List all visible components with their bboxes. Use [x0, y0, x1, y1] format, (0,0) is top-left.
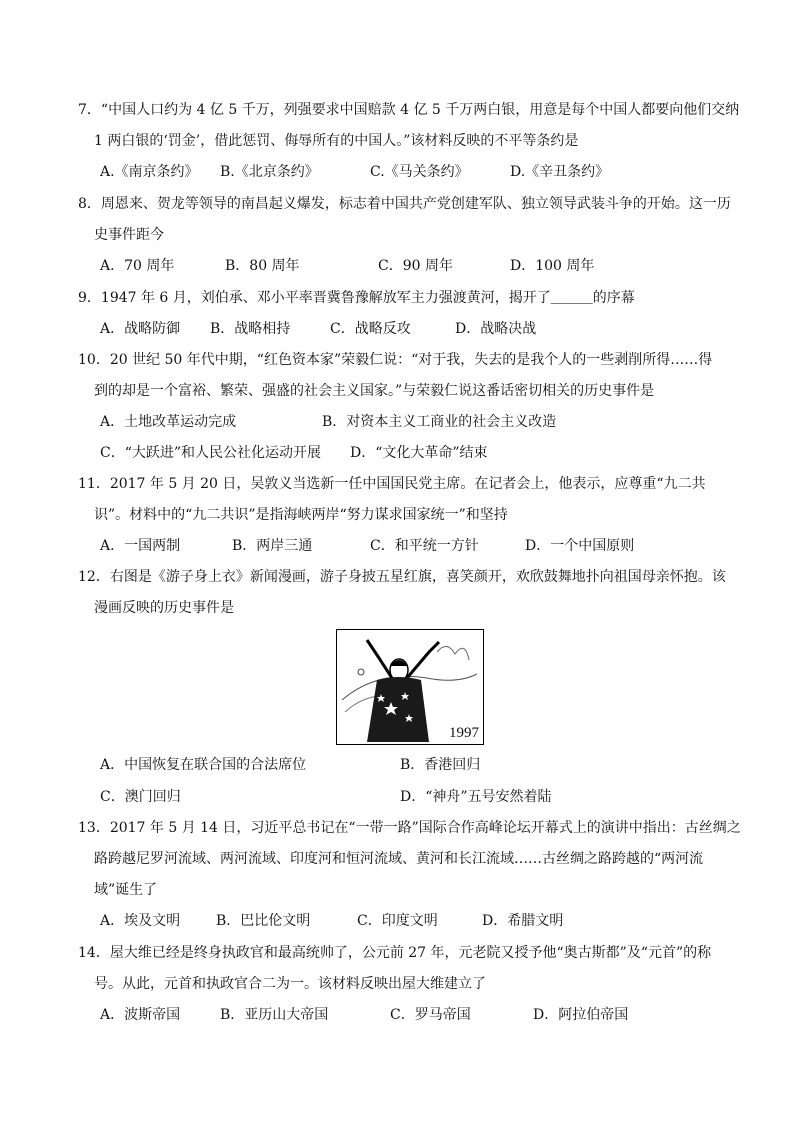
question-13	[78, 813, 741, 906]
question-12	[78, 562, 728, 624]
option-c[interactable]: C.《马关条约》	[370, 164, 469, 180]
option-d[interactable]: D．一个中国原则	[525, 538, 635, 554]
question-line: 13．2017 年 5 月 14 日，习近平总书记在“一带一路”国际合作高峰论坛开幕式上的演讲中指出：古丝绸之	[78, 820, 741, 836]
options-7	[100, 157, 740, 188]
question-8	[78, 189, 731, 251]
option-d[interactable]: D．100 周年	[510, 258, 595, 274]
option-c[interactable]: C．罗马帝国	[390, 1007, 471, 1023]
option-d[interactable]: D．阿拉伯帝国	[533, 1007, 629, 1023]
option-a[interactable]: A．土地改革运动完成	[100, 414, 237, 430]
option-c[interactable]: C．澳门回归	[100, 789, 181, 805]
options-8	[100, 251, 740, 282]
option-a[interactable]: A.《南京条约》	[100, 164, 199, 180]
option-d[interactable]: D．“文化大革命”结束	[350, 445, 488, 461]
option-c[interactable]: C．印度文明	[357, 913, 438, 929]
option-d[interactable]: D．希腊文明	[482, 913, 564, 929]
question-line: 识”。材料中的“九二共识”是指海峡两岸“努力谋求国家统一”和坚持	[94, 507, 508, 523]
options-9	[100, 314, 740, 345]
options-10b	[100, 438, 740, 469]
question-line: 9．1947 年 6 月，刘伯承、邓小平率晋冀鲁豫解放军主力强渡黄河，揭开了＿＿＿的序幕	[78, 290, 635, 306]
option-a[interactable]: A．中国恢复在联合国的合法席位	[100, 757, 307, 773]
option-c[interactable]: C．和平统一方针	[370, 538, 479, 554]
option-d[interactable]: D.《辛丑条约》	[510, 164, 610, 180]
question-line: 8．周恩来、贺龙等领导的南昌起义爆发，标志着中国共产党创建军队、独立领导武装斗争的开始。这一历	[78, 196, 731, 212]
question-line: 12．右图是《游子身上衣》新闻漫画，游子身披五星红旗，喜笑颜开，欢欣鼓舞地扑向祖国母亲怀抱。该	[78, 569, 726, 585]
question-7	[78, 95, 740, 157]
question-11	[78, 469, 728, 531]
question-line: 到的却是一个富裕、繁荣、强盛的社会主义国家。”与荣毅仁说这番话密切相关的历史事件是	[94, 383, 655, 399]
option-d[interactable]: D．“神舟”五号安然着陆	[400, 789, 552, 805]
option-a[interactable]: A．波斯帝国	[100, 1007, 181, 1023]
options-10a	[100, 407, 740, 438]
option-a[interactable]: A．埃及文明	[100, 913, 181, 929]
option-b[interactable]: B．80 周年	[225, 258, 300, 274]
cartoon-year: 1997	[449, 725, 479, 741]
options-14	[100, 1000, 740, 1031]
option-a[interactable]: A．战略防御	[100, 321, 181, 337]
question-line: 史事件距今	[94, 227, 164, 243]
question-line: 7．“中国人口约为 4 亿 5 千万，列强要求中国赔款 4 亿 5 千万两白银，用意是每个中国人都要向他们交纳	[78, 102, 740, 118]
options-11	[100, 531, 740, 562]
option-c[interactable]: C．90 周年	[378, 258, 453, 274]
question-14	[78, 938, 728, 1000]
question-line: 路跨越尼罗河流域、两河流域、印度河和恒河流域、黄河和长江流域……古丝绸之路跨越的“两河流	[94, 851, 704, 867]
options-12b	[100, 782, 740, 813]
option-b[interactable]: B．亚历山大帝国	[220, 1007, 329, 1023]
option-b[interactable]: B．战略相持	[210, 321, 291, 337]
question-line: 14．屋大维已经是终身执政官和最高统帅了，公元前 27 年，元老院又授予他“奥古斯都”及“元首”的称	[78, 945, 712, 961]
option-a[interactable]: A．一国两制	[100, 538, 181, 554]
option-d[interactable]: D．战略决战	[455, 321, 537, 337]
option-c[interactable]: C．“大跃进”和人民公社化运动开展	[100, 445, 322, 461]
option-c[interactable]: C．战略反攻	[330, 321, 411, 337]
question-10	[78, 345, 728, 407]
question-line: 域”诞生了	[94, 882, 158, 898]
option-b[interactable]: B．对资本主义工商业的社会主义改造	[322, 414, 557, 430]
option-b[interactable]: B．巴比伦文明	[216, 913, 311, 929]
options-12a	[100, 750, 740, 781]
cartoon-image	[336, 629, 484, 745]
option-b[interactable]: B．香港回归	[400, 757, 481, 773]
question-line: 号。从此，元首和执政官合二为一。该材料反映出屋大维建立了	[94, 976, 486, 992]
question-9	[78, 283, 728, 314]
question-line: 11．2017 年 5 月 20 日，吴敦义当选新一任中国国民党主席。在记者会上，他表示，应尊重“九二共	[78, 476, 706, 492]
question-line: 漫画反映的历史事件是	[94, 600, 234, 616]
options-13	[100, 906, 740, 937]
question-line: 10．20 世纪 50 年代中期，“红色资本家”荣毅仁说：“对于我，失去的是我个人的一些剥削所得……得	[78, 352, 713, 368]
option-a[interactable]: A．70 周年	[100, 258, 175, 274]
option-b[interactable]: B．两岸三通	[232, 538, 313, 554]
question-line: 1 两白银的‘罚金’，借此惩罚、侮辱所有的中国人。”该材料反映的不平等条约是	[94, 133, 579, 149]
option-b[interactable]: B.《北京条约》	[220, 164, 319, 180]
